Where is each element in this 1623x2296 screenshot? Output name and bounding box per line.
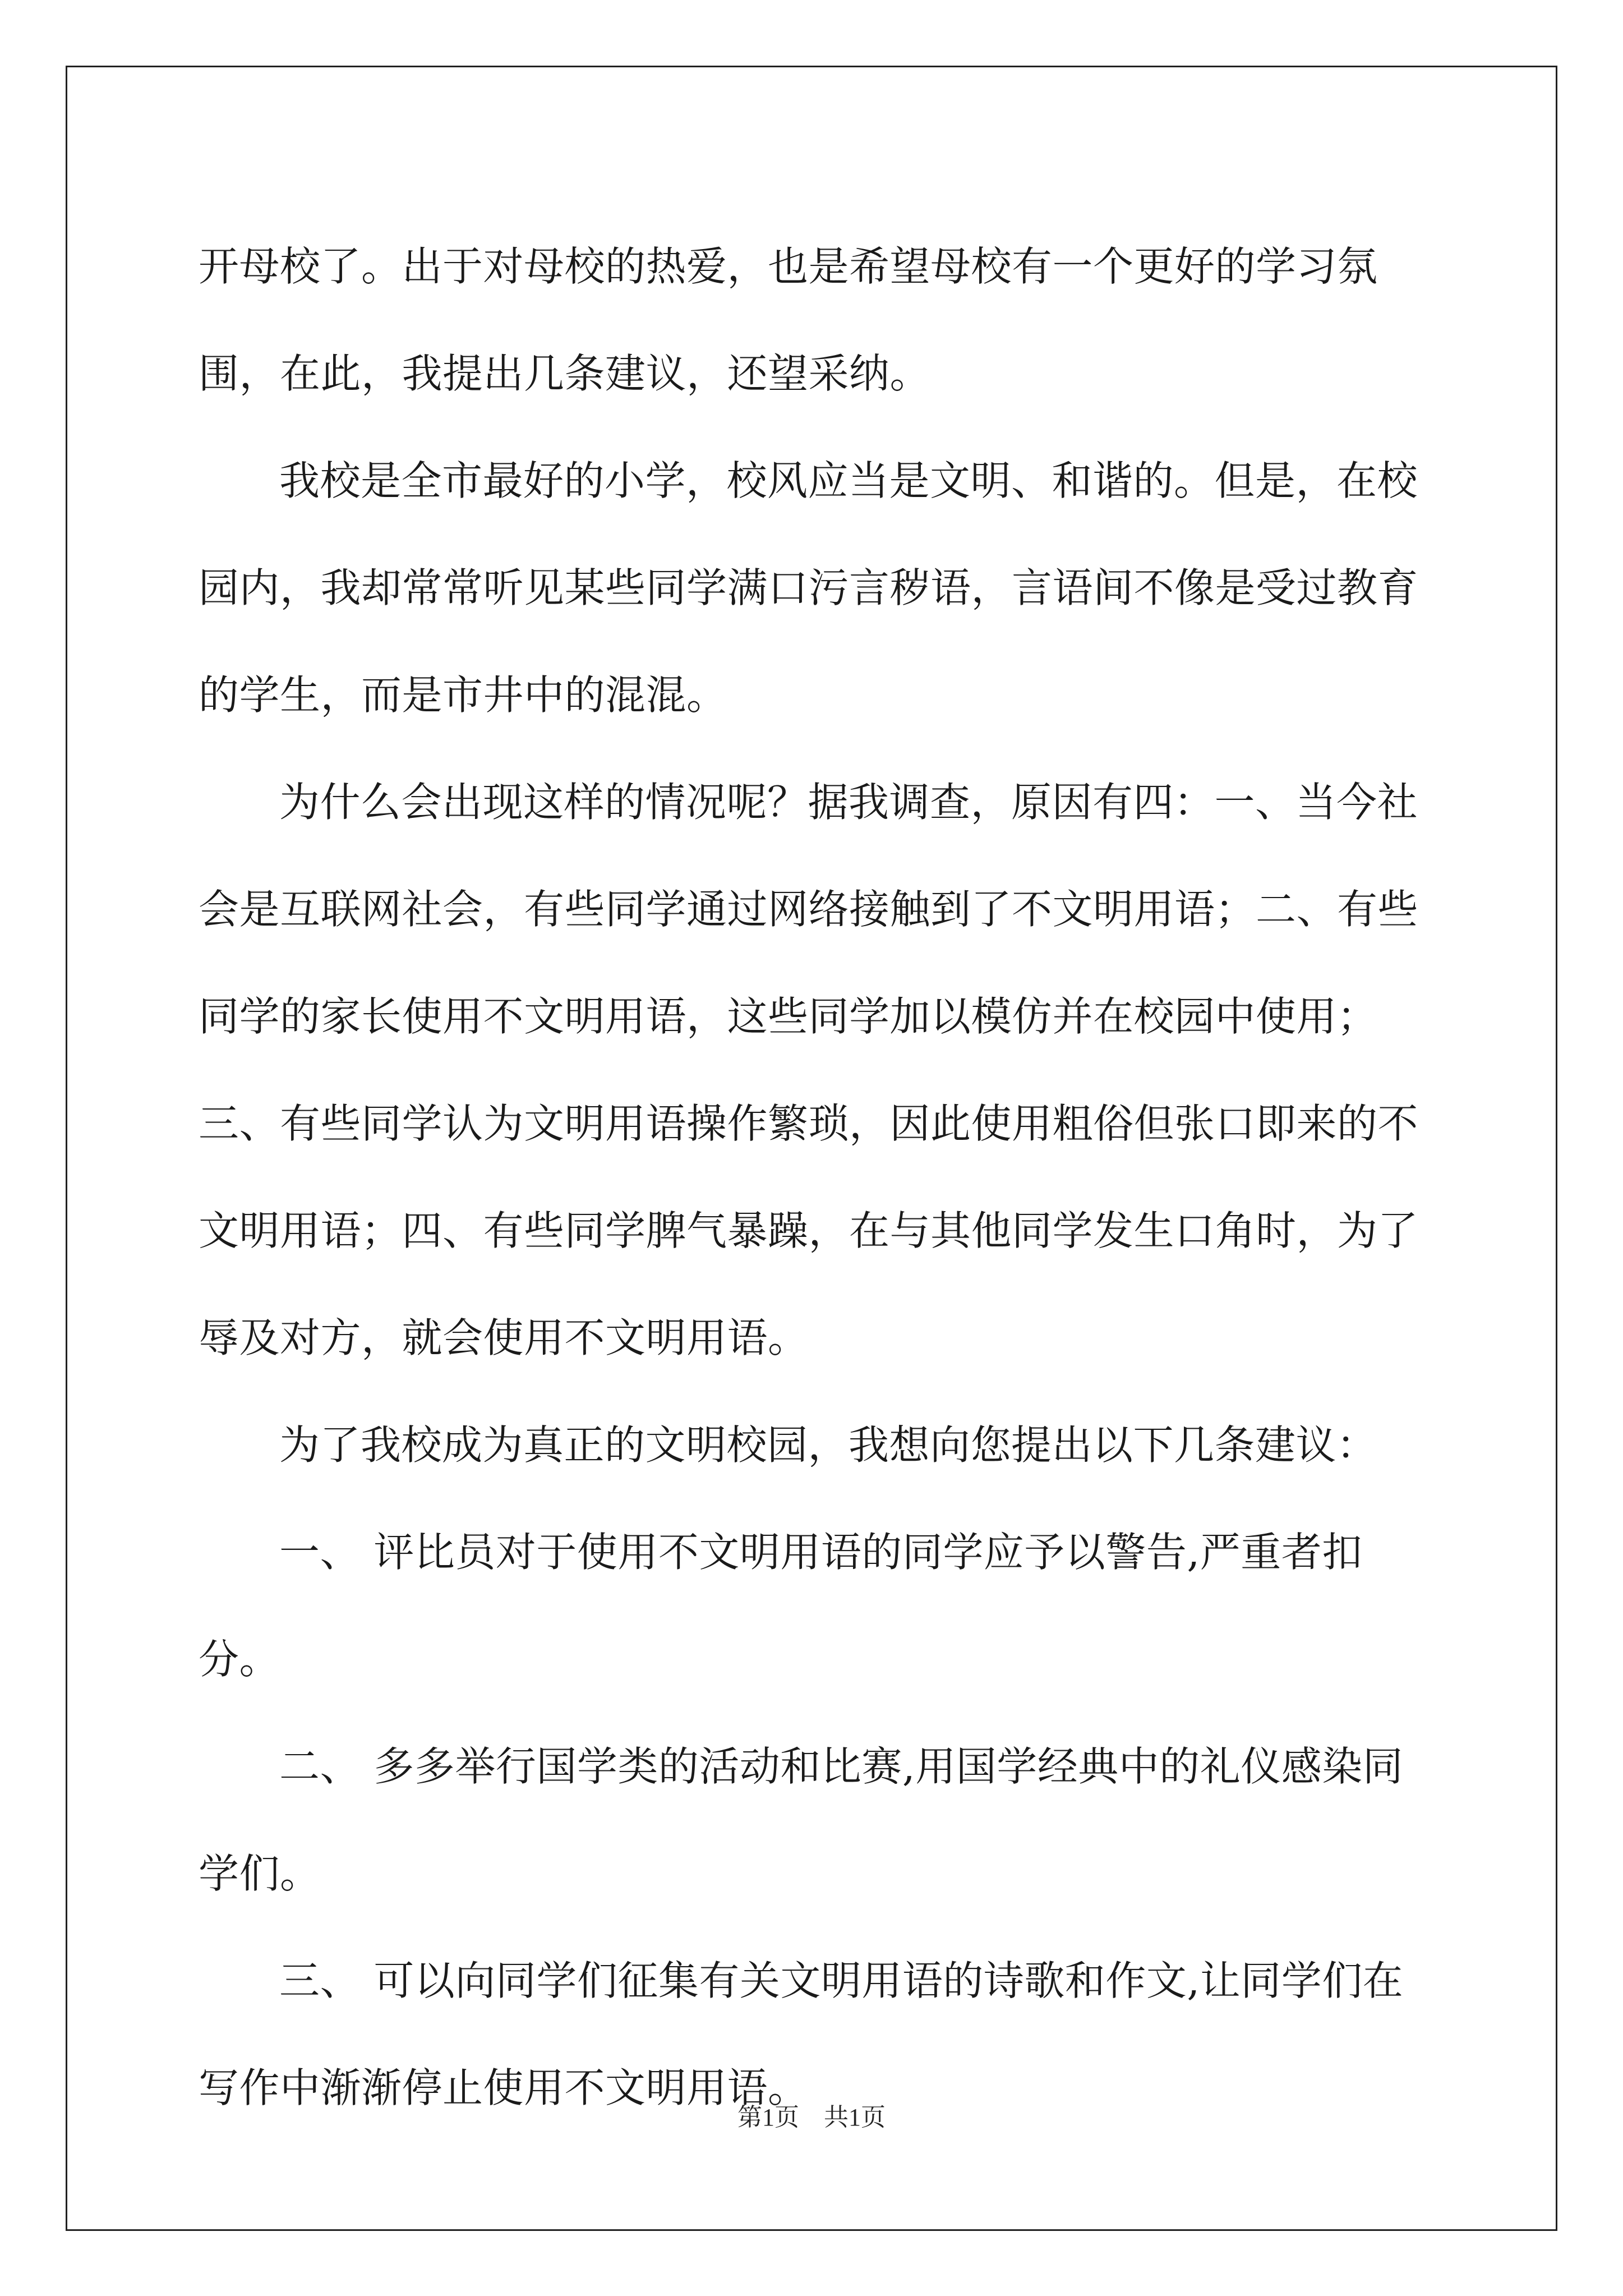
suggestion-3: 三、 可以向同学们征集有关文明用语的诗歌和作文,让同学们在写作中渐渐停止使用不文明用语。 (199, 1957, 1404, 2111)
page-number-total: 共1页 (824, 2104, 886, 2131)
suggestion-1: 一、 评比员对于使用不文明用语的同学应予以警告,严重者扣分。 (199, 1529, 1363, 1683)
suggestion-2: 二、 多多举行国学类的活动和比赛,用国学经典中的礼仪感染同学们。 (199, 1743, 1404, 1897)
paragraph-4: 为了我校成为真正的文明校园，我想向您提出以下几条建议： (279, 1421, 1377, 1469)
page-number-current: 第1页 (737, 2104, 799, 2131)
paragraph-1: 开母校了。出于对母校的热爱，也是希望母校有一个更好的学习氛围，在此，我提出几条建议，还望采纳。 (199, 243, 1378, 397)
page-footer (0, 2101, 1623, 2134)
paragraph-3: 为什么会出现这样的情况呢？据我调查，原因有四：一、当今社会是互联网社会，有些同学通过网络接触到了不文明用语；二、有些同学的家长使用不文明用语，这些同学加以模仿并在校园中使用；三、有些同学认为文明用语操作繁琐，因此使用粗俗但张口即来的不文明用语；四、有些同学脾气暴躁，在与其他同学发生口角时，为了辱及对方，就会使用不文明用语。 (199, 779, 1419, 1361)
paragraph-2: 我校是全市最好的小学，校风应当是文明、和谐的。但是，在校园内，我却常常听见某些同学满口污言秽语，言语间不像是受过教育的学生，而是市井中的混混。 (199, 457, 1419, 719)
document-body (199, 213, 1432, 2142)
